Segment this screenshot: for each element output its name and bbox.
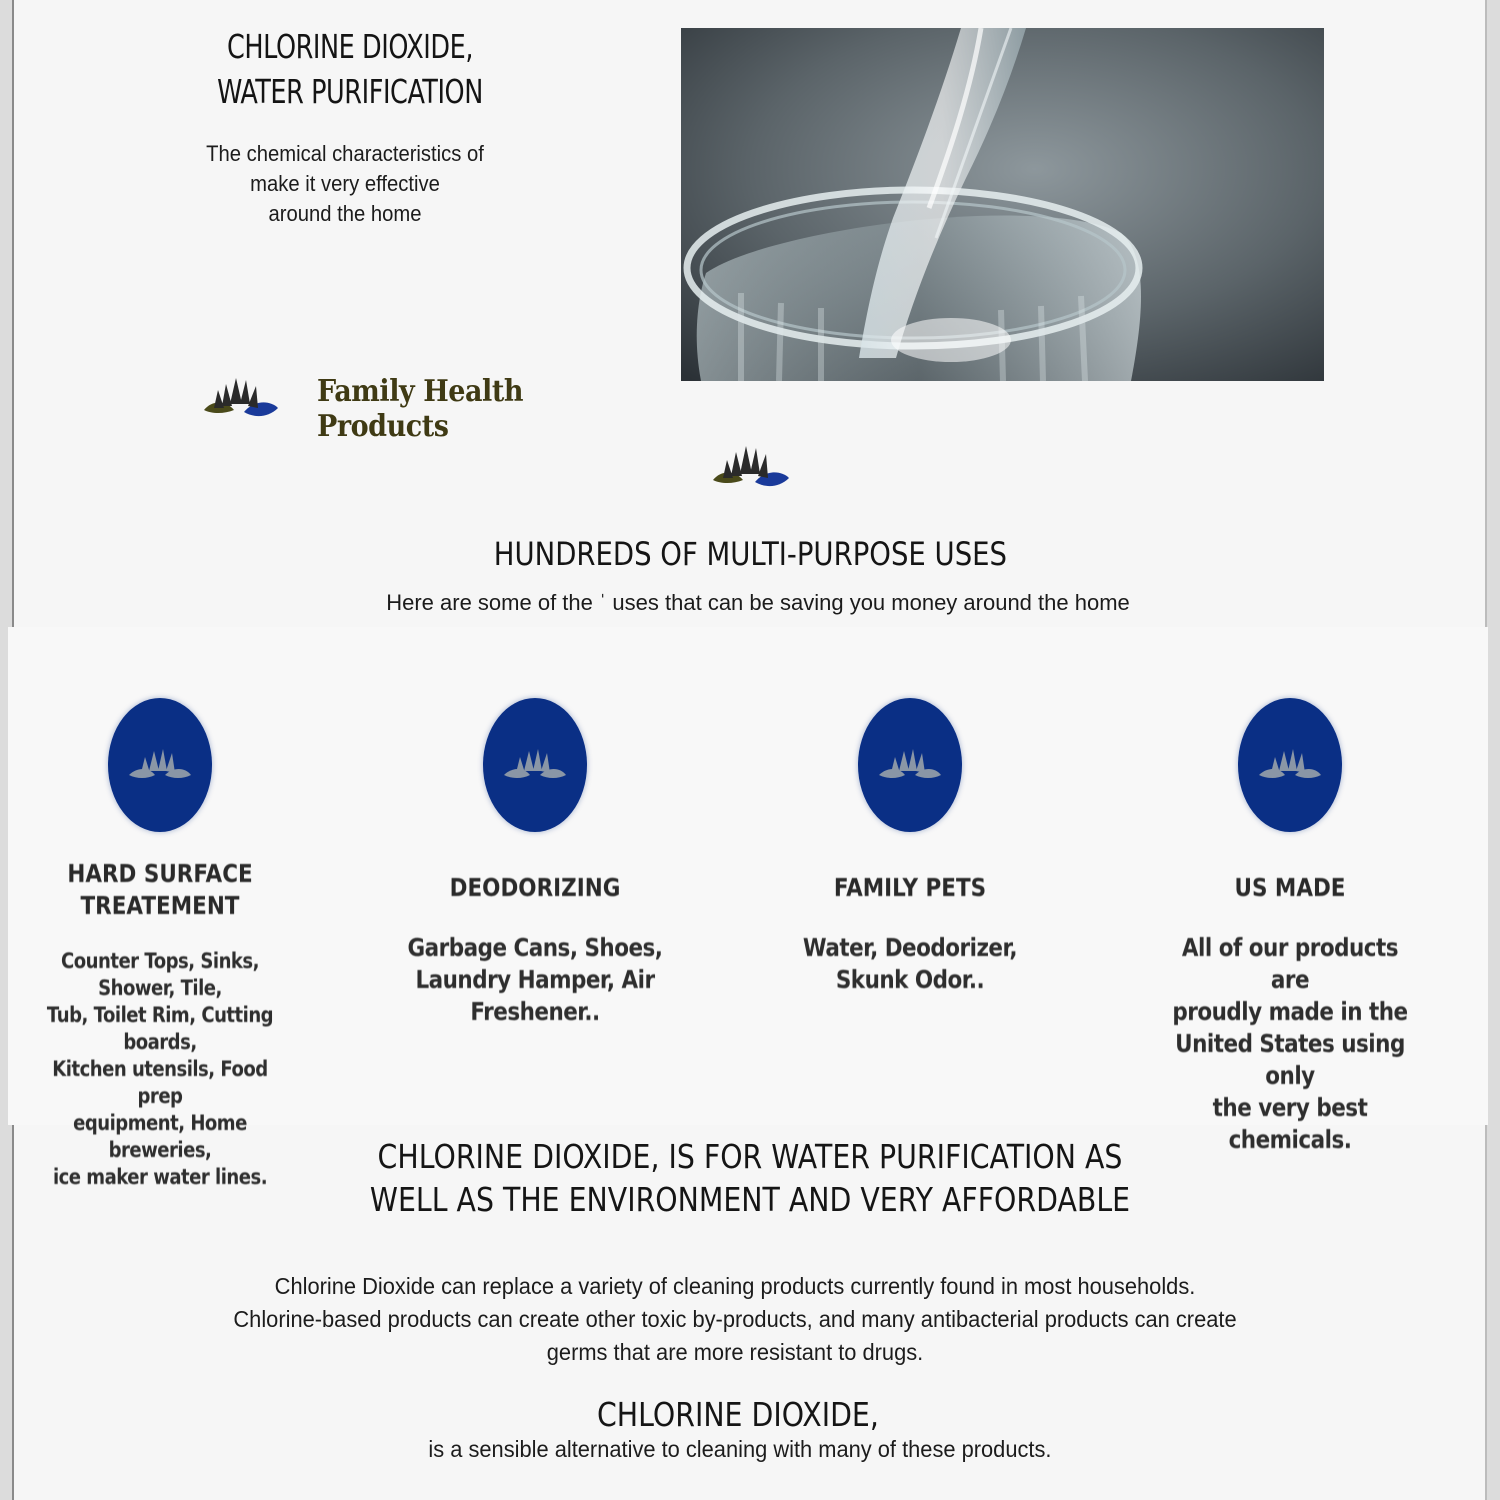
lotus-icon [709,438,791,492]
feature-badge [483,698,587,832]
closing-title: CHLORINE DIOXIDE, [597,1395,879,1434]
lotus-icon [500,741,570,789]
feature-title: FAMILY PETS [833,873,987,902]
brand-name: Family Health Products [317,374,524,444]
bottom-description: Chlorine Dioxide can replace a variety of cleaning products currently found in most households. Chlorine-based products can create other toxic by-products, and many antibacterial products can create germs that are more resistant to drugs. [233,1273,1237,1365]
uses-title: HUNDREDS OF MULTI-PURPOSE USES [493,535,1007,573]
feature-badge [108,698,212,832]
feature-description: All of our products are proudly made in the United States using only the very best chemicals. [1172,933,1408,1154]
feature-deodorizing [385,698,685,1028]
hero-title: CHLORINE DIOXIDE, WATER PURIFICATION [217,27,483,111]
lotus-icon [875,741,945,789]
lotus-icon [200,370,280,422]
feature-family-pets [760,698,1060,996]
lotus-icon [125,741,195,789]
uses-subtitle: Here are some of the ˈ uses that can be saving you money around the home [386,590,1130,615]
lotus-icon [1255,741,1325,789]
closing-text: is a sensible alternative to cleaning with many of these products. [428,1436,1052,1462]
feature-title: HARD SURFACE TREATEMENT [67,859,253,920]
feature-hard-surface [10,698,310,1191]
bottom-title: CHLORINE DIOXIDE, IS FOR WATER PURIFICATION AS WELL AS THE ENVIRONMENT AND VERY AFFORDABLE [369,1137,1131,1219]
feature-badge [858,698,962,832]
feature-description: Counter Tops, Sinks, Shower, Tile, Tub, Toilet Rim, Cutting boards, Kitchen utensils, Food prep equipment, Home breweries, ice maker water lines. [46,949,274,1189]
feature-us-made [1140,698,1440,1156]
hero-description: The chemical characteristics of make it very effective around the home [206,141,484,226]
feature-badge [1238,698,1342,832]
feature-title: DEODORIZING [449,873,621,902]
feature-description: Garbage Cans, Shoes, Laundry Hamper, Air Freshener.. [407,933,663,1026]
water-pouring-image [681,28,1324,381]
feature-title: US MADE [1234,873,1346,902]
brand-block [200,362,640,444]
feature-description: Water, Deodorizer, Skunk Odor.. [802,933,1018,994]
